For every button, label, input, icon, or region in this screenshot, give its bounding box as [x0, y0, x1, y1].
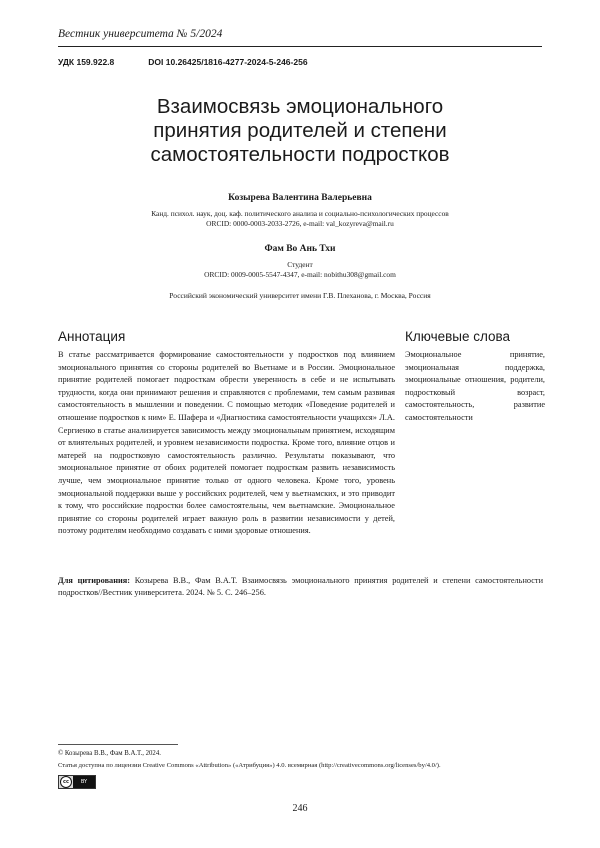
title-line: самостоятельности подростков: [150, 143, 450, 166]
citation-label: Для цитирования:: [58, 576, 131, 585]
cc-by-license-icon: [58, 775, 96, 789]
journal-header: Вестник университета № 5/2024: [58, 28, 223, 40]
author-position: Канд. психол. наук, доц. каф. политического анализа и социально-психологических процессов: [151, 209, 449, 218]
author-name: Фам Во Ань Тхи: [264, 244, 336, 254]
copyright-notice: © Козырева В.В., Фам В.А.Т., 2024.: [58, 750, 161, 757]
author-block-1: [60, 193, 540, 229]
udk-code: УДК 159.922.8: [58, 57, 115, 67]
license-notice: Статья доступна по лицензии Creative Commons «Attribution» («Атрибуция») 4.0. всемирная (http://creativecommons.org/licenses/by/4.0/).: [58, 762, 441, 769]
doi-code: DOI 10.26425/1816-4277-2024-5-246-256: [148, 57, 308, 67]
keywords-heading: Ключевые слова: [405, 329, 511, 344]
author-contacts: ORCID: 0009-0005-5547-4347, e-mail: nobithu308@gmail.com: [204, 270, 396, 279]
article-identifiers: [58, 57, 308, 67]
keywords-text: Эмоциональное принятие, эмоциональная поддержка, эмоциональные отношения, родители, подростковый возраст, самостоятельность, развитие самостоятельности: [405, 350, 545, 422]
author-block-2: [60, 244, 540, 280]
citation: [58, 575, 543, 600]
by-icon: BY: [73, 776, 95, 788]
author-contacts: ORCID: 0000-0003-2033-2726, e-mail: val_kozyreva@mail.ru: [206, 219, 394, 228]
title-line: принятия родителей и степени: [153, 119, 447, 142]
abstract-heading: Аннотация: [58, 329, 126, 344]
citation-text: Козырева В.В., Фам В.А.Т. Взаимосвязь эмоционального принятия родителей и степени самостоятельности подростков//Вестник университета. 2024. № 5. С. 246–256.: [58, 576, 544, 598]
author-position: Студент: [287, 260, 313, 269]
page-number: 246: [292, 803, 308, 814]
abstract-text: В статье рассматривается формирование самостоятельности у подростков под влиянием эмоционального принятия со стороны родителей во Вьетнаме и в России. Эмоциональное принятие родителей помогает подросткам обрести уверенность в себе и не испытывать трудности, когда они принимают решения и справляются с проблемами, тем самым развивая самостоятельность в мышлении и поведении. С помощью методик «Поведение родителей и отношение подростков к ним» Е. Шафера и «Диагностика самостоятельности учащихся» Л.А. Сергиенко в статье анализируется зависимость между эмоциональным принятием, исходящим от влиятельных родителей, и уровнем независимости подростка. Кроме того, влияние отцов и матерей на подростковую самостоятельность различно. Результаты показывают, что эмоциональное принятие от обоих родителей помогает подросткам развить независимость лучше, чем эмоциональное принятие только от одного человека. Кроме того, уровень эмоциональной поддержки выше у российских родителей, чем у вьетнамских, и это приводит к тому, что российские подростки более самостоятельны, чем вьетнамские. Эмоциональное принятие со стороны родителей играет важную роль в развитии независимости у детей, поэтому родителям необходимо создавать с ними здоровые отношения.: [58, 350, 395, 536]
cc-icon: cc: [60, 776, 72, 788]
header-divider: [58, 46, 542, 47]
author-name: Козырева Валентина Валерьевна: [228, 193, 372, 203]
article-title: [60, 95, 540, 167]
footer-divider: [58, 744, 178, 745]
affiliation: Российский экономический университет имени Г.В. Плеханова, г. Москва, Россия: [169, 291, 431, 300]
title-line: Взаимосвязь эмоционального: [156, 95, 444, 118]
